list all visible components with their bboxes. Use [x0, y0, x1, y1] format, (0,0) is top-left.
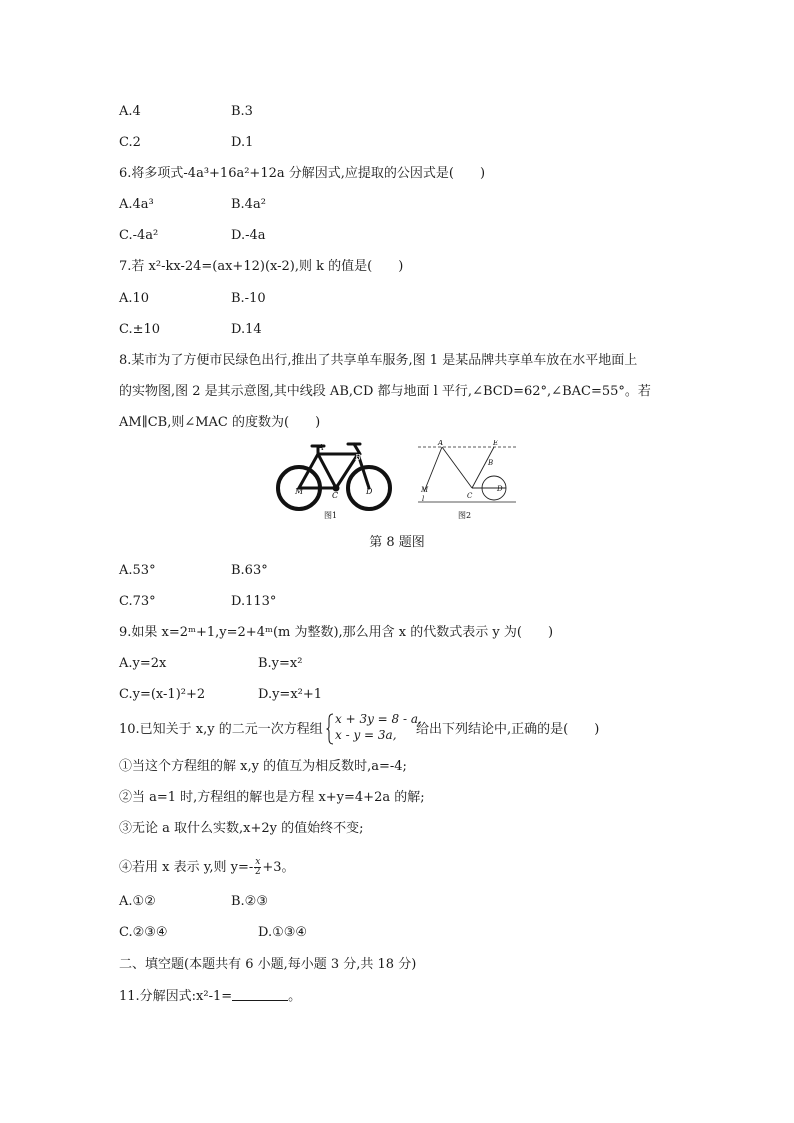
q11-stem-suffix: 。	[288, 989, 302, 1004]
fig1-label-B: B	[355, 453, 361, 462]
q10-statement-2: ②当 a=1 时,方程组的解也是方程 x+y=4+2a 的解;	[119, 790, 425, 805]
fig2-label-l: l	[422, 495, 425, 503]
q9-option-a: A.y=2x	[119, 656, 167, 671]
q10-stem-prefix: 10.已知关于 x,y 的二元一次方程组	[119, 722, 323, 737]
q8-stem-line3: AM∥CB,则∠MAC 的度数为( )	[119, 415, 321, 430]
fig1-label-A: A	[318, 443, 324, 452]
q10-system-brace	[326, 713, 334, 745]
q10-option-c: C.②③④	[119, 925, 168, 940]
q8-stem-line2: 的实物图,图 2 是其示意图,其中线段 AB,CD 都与地面 l 平行,∠BCD=62°,∠BAC=55°。若	[119, 384, 651, 399]
q7-stem: 7.若 x²-kx-24=(ax+12)(x-2),则 k 的值是( )	[119, 259, 404, 274]
q6-option-b: B.4a²	[231, 197, 266, 212]
fig2-label-C: C	[467, 492, 473, 500]
q10-equation-1: x + 3y = 8 - a,	[335, 712, 422, 726]
q7-option-b: B.-10	[231, 291, 266, 306]
q10-statement-3: ③无论 a 取什么实数,x+2y 的值始终不变;	[119, 821, 364, 836]
q7-option-d: D.14	[231, 322, 262, 337]
q10-option-a: A.①②	[119, 894, 156, 909]
q8-figure2-schematic	[414, 440, 518, 522]
q10-stem-suffix: 给出下列结论中,正确的是( )	[416, 722, 600, 737]
fig2-label-B: B	[488, 459, 494, 467]
q11-stem-prefix: 11.分解因式:x²-1=	[119, 989, 233, 1004]
fig2-caption: 图2	[458, 511, 472, 520]
q10-statement-4	[119, 858, 295, 877]
q8-option-b: B.63°	[231, 563, 268, 578]
fig1-label-M: M	[295, 487, 304, 496]
q10-equation-2: x - y = 3a,	[335, 728, 397, 742]
q6-option-a: A.4a³	[119, 197, 154, 212]
q8-stem-line1: 8.某市为了方便市民绿色出行,推出了共享单车服务,图 1 是某品牌共享单车放在水平地面上	[119, 353, 638, 368]
q8-option-a: A.53°	[119, 563, 156, 578]
fig1-label-D: D	[366, 487, 373, 496]
q7-option-a: A.10	[119, 291, 150, 306]
q9-option-c: C.y=(x-1)²+2	[119, 687, 206, 702]
q11-stem	[119, 989, 301, 1005]
q9-option-b: B.y=x²	[258, 656, 303, 671]
q10-option-d: D.①③④	[258, 925, 308, 940]
q5-option-b: B.3	[231, 104, 253, 119]
fig1-label-C: C	[332, 491, 339, 500]
q5-option-d: D.1	[231, 135, 254, 150]
q10-s4-prefix: ④若用 x 表示 y,则 y=-	[119, 860, 254, 875]
section-heading-fill-in: 二、填空题(本题共有 6 小题,每小题 3 分,共 18 分)	[119, 957, 417, 972]
q6-option-d: D.-4a	[231, 228, 266, 243]
q5-option-c: C.2	[119, 135, 141, 150]
q8-option-c: C.73°	[119, 594, 156, 609]
q8-figure-caption: 第 8 题图	[369, 535, 425, 550]
q10-s4-numerator: x	[255, 857, 261, 867]
q10-option-b: B.②③	[231, 894, 268, 909]
q10-statement-1: ①当这个方程组的解 x,y 的值互为相反数时,a=-4;	[119, 759, 407, 774]
q8-option-d: D.113°	[231, 594, 277, 609]
q10-s4-suffix: +3。	[262, 860, 295, 875]
q10-s4-denominator: 2	[254, 867, 261, 877]
fig2-label-M: M	[421, 486, 429, 494]
q8-figure1-bicycle	[274, 440, 394, 522]
fig2-label-D: D	[497, 485, 503, 493]
q9-stem: 9.如果 x=2ᵐ+1,y=2+4ᵐ(m 为整数),那么用含 x 的代数式表示 y 为( )	[119, 625, 554, 640]
q6-stem: 6.将多项式-4a³+16a²+12a 分解因式,应提取的公因式是( )	[119, 166, 486, 181]
q10-s4-fraction	[254, 858, 261, 877]
q5-option-a: A.4	[119, 104, 141, 119]
bike-frame	[299, 444, 369, 488]
q7-option-c: C.±10	[119, 322, 161, 337]
fig2-label-E: E	[493, 440, 499, 447]
fig2-label-A: A	[438, 440, 444, 447]
q6-option-c: C.-4a²	[119, 228, 159, 243]
q11-answer-blank	[232, 989, 288, 1001]
fig1-caption: 图1	[324, 511, 338, 520]
q9-option-d: D.y=x²+1	[258, 687, 323, 702]
